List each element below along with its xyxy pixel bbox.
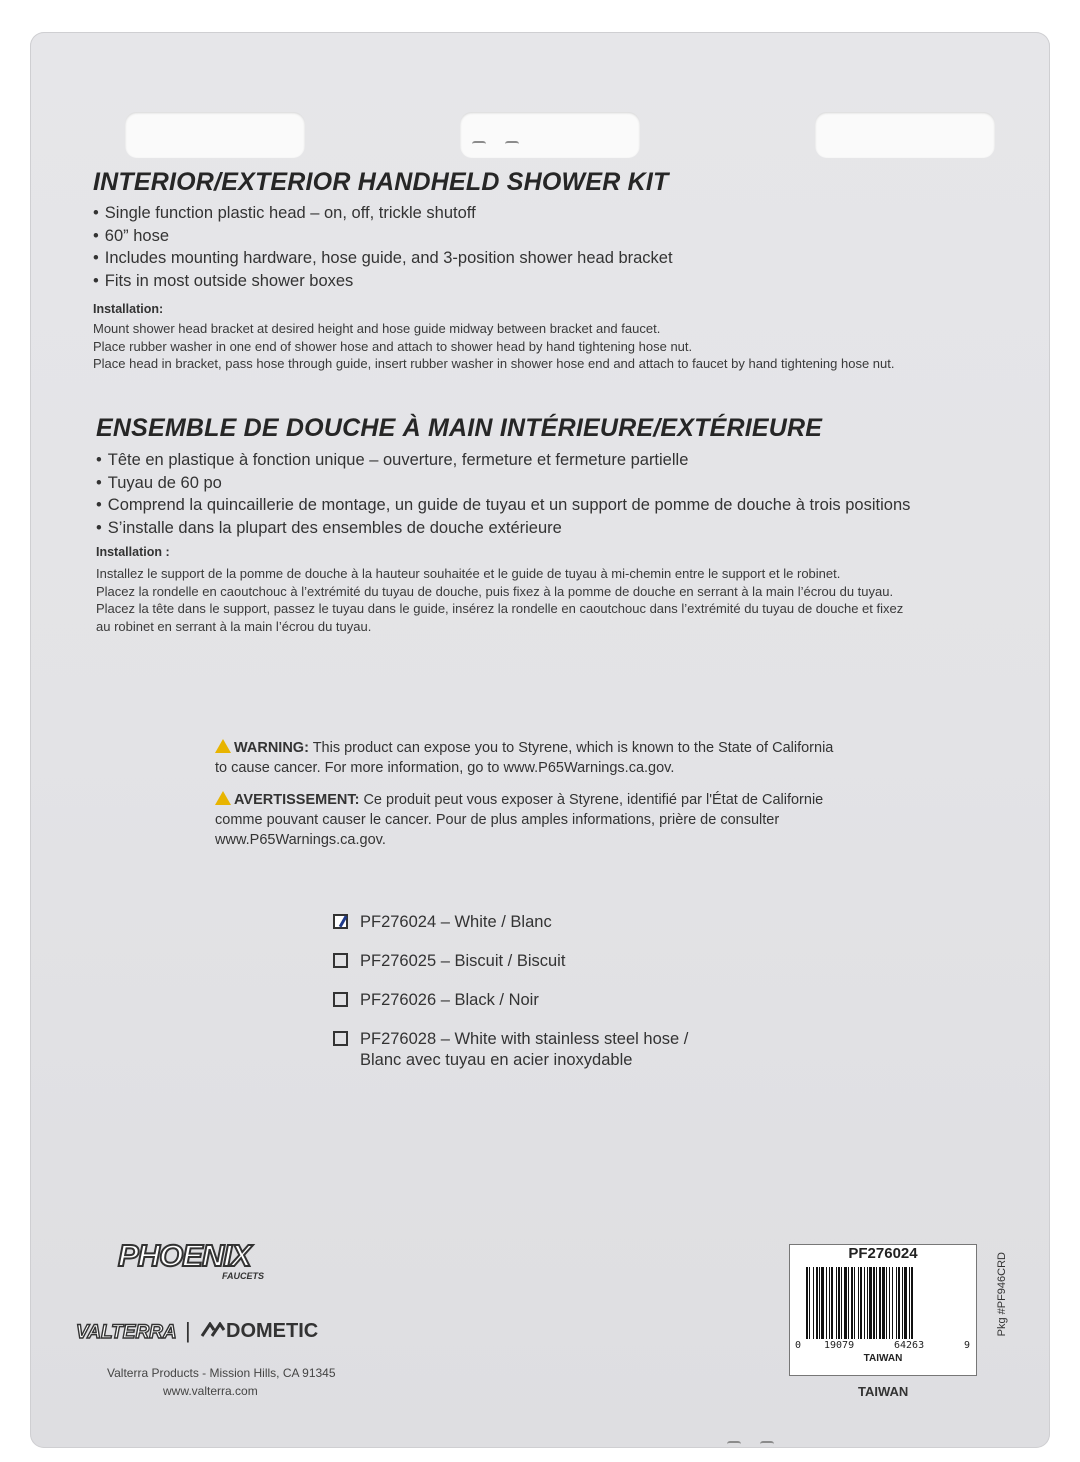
barcode-digit: 0	[795, 1340, 802, 1351]
warning-triangle-icon	[215, 791, 231, 805]
model-label: PF276024 – White / Blanc	[360, 913, 552, 931]
dometic-mark-icon	[200, 1322, 226, 1338]
bullet-item: • Fits in most outside shower boxes	[93, 270, 673, 293]
barcode-bar	[844, 1267, 847, 1339]
bullet-item: • 60” hose	[93, 225, 673, 248]
staple	[505, 141, 519, 147]
french-installation	[96, 565, 903, 635]
english-bullets	[93, 202, 673, 292]
barcode-bar	[838, 1267, 840, 1339]
french-installation-heading: Installation :	[96, 545, 170, 559]
barcode-bar	[896, 1267, 897, 1339]
barcode-bar	[819, 1267, 820, 1339]
bullet-item: • Tête en plastique à fonction unique – ouverture, fermeture et fermeture partielle	[96, 449, 910, 472]
dometic-logo-text: DOMETIC	[226, 1320, 319, 1342]
barcode-bar	[851, 1267, 853, 1339]
barcode-bar	[902, 1267, 903, 1339]
french-bullets	[96, 449, 910, 539]
english-title: INTERIOR/EXTERIOR HANDHELD SHOWER KIT	[93, 168, 669, 196]
checkbox-icon	[333, 1031, 348, 1046]
faucets-logo-text: FAUCETS	[222, 1271, 265, 1281]
french-title: ENSEMBLE DE DOUCHE À MAIN INTÉRIEURE/EXTÉRIEURE	[96, 414, 823, 442]
installation-step: Place rubber washer in one end of shower hose and attach to shower head by hand tightening hose nut.	[93, 338, 693, 354]
avertissement-block	[215, 790, 875, 850]
barcode-bar	[876, 1267, 877, 1339]
country-of-origin: TAIWAN	[858, 1384, 909, 1399]
barcode-bar	[909, 1267, 910, 1339]
model-list	[333, 912, 688, 1089]
bullet-item: • S’installe dans la plupart des ensembles de douche extérieure	[96, 517, 910, 540]
company-address: Valterra Products - Mission Hills, CA 91345	[107, 1366, 336, 1380]
package-number: Pkg #PF946CRD	[996, 1252, 1008, 1337]
bullet-item: • Comprend la quincaillerie de montage, un guide de tuyau et un support de pomme de douche à trois positions	[96, 494, 910, 517]
model-label: PF276026 – Black / Noir	[360, 991, 539, 1009]
barcode-digits: 19079	[824, 1340, 855, 1351]
phoenix-logo: PHOENIX	[118, 1238, 251, 1273]
checkbox-icon	[333, 953, 348, 968]
english-installation-heading: Installation:	[93, 302, 164, 316]
barcode-bar	[867, 1267, 868, 1339]
barcode-bar	[898, 1267, 900, 1339]
installation-step: Placez la rondelle en caoutchouc à l’extrémité du tuyau de douche, puis fixez à la pomme de douche en serrant à la main l’écrou du tuyau.	[96, 583, 894, 599]
barcode-bar	[889, 1267, 890, 1339]
barcode-bar	[821, 1267, 824, 1339]
model-option	[333, 1029, 688, 1071]
staple	[727, 1441, 741, 1447]
barcode-bar	[831, 1267, 833, 1339]
valterra-logo: VALTERRA	[76, 1322, 177, 1343]
barcode-bar	[841, 1267, 842, 1339]
barcode-bar	[892, 1267, 893, 1339]
staple	[760, 1441, 774, 1447]
model-option	[333, 951, 688, 972]
barcode-bar	[836, 1267, 837, 1339]
staple	[472, 141, 486, 147]
barcode-bar	[860, 1267, 862, 1339]
barcode-bar	[826, 1267, 827, 1339]
hang-slot-right	[815, 112, 995, 158]
model-option	[333, 990, 688, 1011]
avertissement-text: Ce produit peut vous exposer à Styrene, identifié par l'État de Californie	[359, 792, 824, 808]
barcode-bar	[869, 1267, 872, 1339]
installation-step: Installez le support de la pomme de douche à la hauteur souhaitée et le guide de tuyau à mi-chemin entre le support et le robinet.	[96, 566, 841, 581]
warning-label: WARNING:	[234, 740, 309, 756]
barcode-bar	[864, 1267, 865, 1339]
hang-slot-center	[460, 112, 640, 158]
avertissement-text: comme pouvant causer le cancer. Pour de plus amples informations, prière de consulter	[215, 812, 780, 828]
barcode-label	[789, 1244, 977, 1376]
avertissement-label: AVERTISSEMENT:	[234, 792, 360, 808]
barcode-bar	[806, 1267, 808, 1339]
barcode-bar	[858, 1267, 859, 1339]
installation-step: au robinet en serrant à la main l’écrou du tuyau.	[96, 618, 372, 634]
barcode-digit: 9	[964, 1340, 971, 1351]
barcode-bars	[806, 1267, 958, 1339]
barcode-digits: 64263	[894, 1340, 925, 1351]
english-installation	[93, 320, 894, 373]
bullet-item: • Single function plastic head – on, off, trickle shutoff	[93, 202, 673, 225]
model-label: PF276028 – White with stainless steel hose /	[360, 1030, 689, 1048]
bullet-item: • Includes mounting hardware, hose guide, and 3-position shower head bracket	[93, 247, 673, 270]
dometic-logo	[200, 1320, 318, 1343]
barcode-bar	[911, 1267, 913, 1339]
barcode-bar	[904, 1267, 907, 1339]
checked-checkbox-icon	[333, 914, 348, 929]
model-option	[333, 912, 688, 933]
barcode-bar	[882, 1267, 885, 1339]
logo-separator: |	[185, 1318, 191, 1343]
barcode-bar	[816, 1267, 818, 1339]
installation-step: Place head in bracket, pass hose through guide, insert rubber washer in shower hose end and attach to faucet by hand tightening hose nut.	[93, 356, 895, 371]
bullet-item: • Tuyau de 60 po	[96, 472, 910, 495]
warning-text: This product can expose you to Styrene, which is known to the State of California	[308, 740, 834, 756]
warning-block	[215, 738, 875, 778]
hang-slot-left	[125, 112, 305, 158]
installation-step: Mount shower head bracket at desired height and hose guide midway between bracket and faucet.	[93, 321, 661, 336]
barcode-bar	[829, 1267, 830, 1339]
installation-step: Placez la tête dans le support, passez le tuyau dans le guide, insérez la rondelle en caoutchouc dans l’extrémité du tuyau de douche et fixez	[96, 601, 904, 616]
barcode-bar	[809, 1267, 810, 1339]
model-label: PF276025 – Biscuit / Biscuit	[360, 952, 566, 970]
barcode-bar	[813, 1267, 814, 1339]
barcode-bar	[873, 1267, 875, 1339]
barcode-bar	[879, 1267, 881, 1339]
warning-text: to cause cancer. For more information, go to www.P65Warnings.ca.gov.	[215, 760, 675, 776]
avertissement-text: www.P65Warnings.ca.gov.	[215, 832, 386, 848]
warning-triangle-icon	[215, 739, 231, 753]
barcode-model-number: PF276024	[848, 1245, 918, 1262]
company-website: www.valterra.com	[163, 1384, 258, 1398]
checkbox-icon	[333, 992, 348, 1007]
barcode-bar	[886, 1267, 887, 1339]
barcode-country: TAIWAN	[863, 1353, 903, 1364]
model-label: Blanc avec tuyau en acier inoxydable	[360, 1051, 633, 1069]
barcode-bar	[848, 1267, 849, 1339]
barcode-bar	[854, 1267, 855, 1339]
